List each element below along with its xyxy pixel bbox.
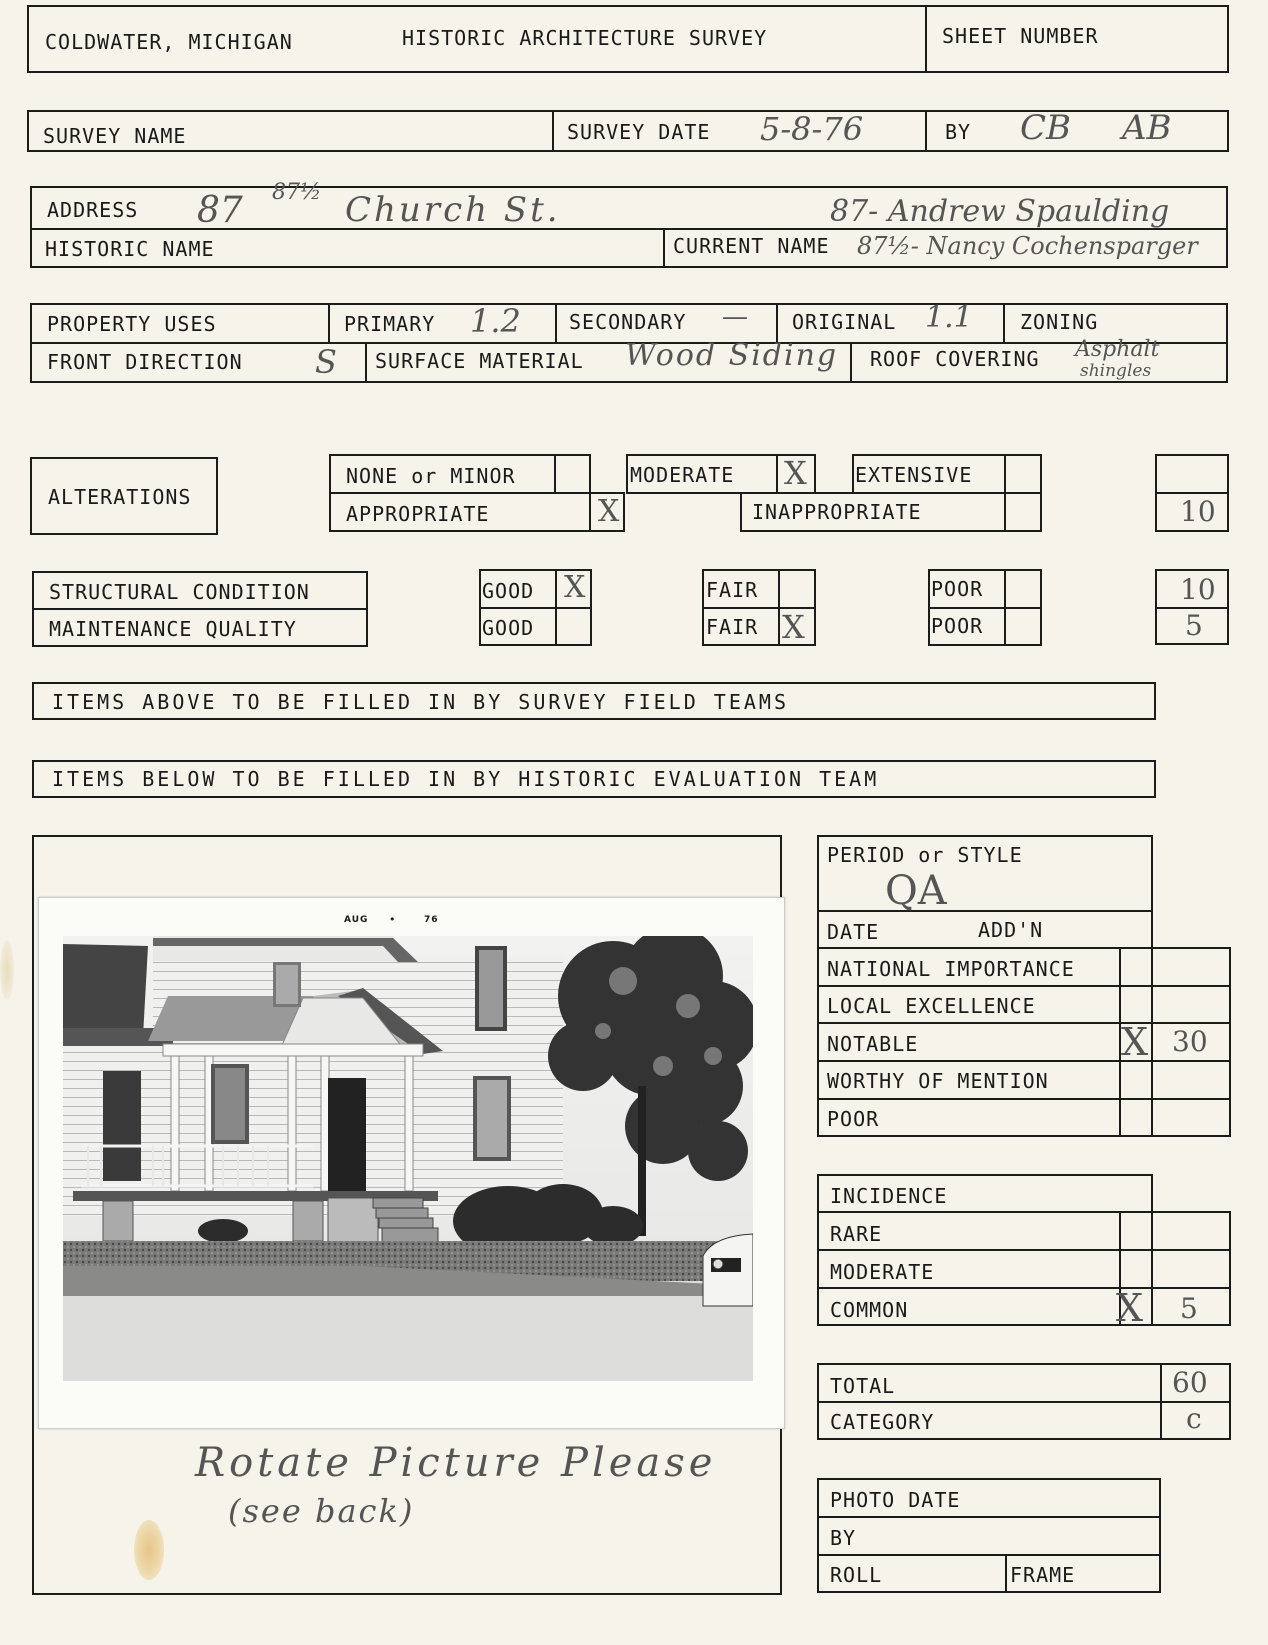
maintenance-quality-label: MAINTENANCE QUALITY (49, 617, 297, 641)
appropriate-check-mark: X (598, 494, 620, 529)
maintenance-fair-label: FAIR (706, 615, 759, 639)
period-style-value: QA (885, 868, 947, 914)
address-divider-v (663, 228, 665, 266)
photo-stamp-dot: • (389, 913, 397, 926)
property-div-3 (776, 303, 778, 343)
roof-covering-value-1: Asphalt (1075, 337, 1160, 362)
condition-label-divider (32, 608, 366, 610)
roof-covering-label: ROOF COVERING (870, 347, 1040, 371)
incidence-common-score: 5 (1180, 1292, 1198, 1325)
city-label: COLDWATER, MICHIGAN (45, 30, 293, 54)
property-div-5 (365, 342, 367, 381)
surface-material-label: SURFACE MATERIAL (375, 349, 584, 373)
good-divider (479, 607, 590, 609)
incidence-common-mark: X (1116, 1286, 1144, 1330)
none-minor-check-divider (554, 454, 556, 492)
totals-divider (817, 1401, 1229, 1403)
survey-divider-2 (925, 110, 927, 150)
inappropriate-check-divider (1004, 492, 1006, 530)
alterations-label: ALTERATIONS (48, 485, 192, 509)
incidence-common-label: COMMON (830, 1298, 909, 1322)
survey-by-value-1: CB (1020, 108, 1071, 148)
photo-date-label: PHOTO DATE (830, 1488, 961, 1512)
eval-divider-6 (817, 1098, 1229, 1100)
photo-info-divider-1 (817, 1516, 1159, 1518)
incidence-divider-1 (817, 1211, 1151, 1213)
front-direction-value: S (315, 343, 337, 381)
structural-poor-label: POOR (931, 577, 984, 601)
eval-divider-1 (817, 910, 1151, 912)
structural-good-mark: X (564, 570, 586, 605)
secondary-label: SECONDARY (569, 310, 687, 334)
survey-by-label: BY (945, 120, 972, 144)
inappropriate-label: INAPPROPRIATE (752, 500, 922, 524)
alterations-score: 10 (1180, 495, 1216, 528)
moderate-check-divider (776, 454, 778, 492)
current-name-1: 87- Andrew Spaulding (830, 194, 1170, 229)
photo-info-divider-2 (817, 1554, 1159, 1556)
alterations-score-divider (1155, 492, 1227, 494)
address-label: ADDRESS (47, 198, 139, 222)
period-style-label: PERIOD or STYLE (827, 843, 1023, 867)
good-check-divider (555, 569, 557, 644)
maintenance-poor-label: POOR (931, 614, 984, 638)
notable-label: NOTABLE (827, 1032, 919, 1056)
incidence-divider-2 (817, 1249, 1229, 1251)
header-divider (925, 5, 927, 71)
photo-by-label: BY (830, 1526, 857, 1550)
incidence-label: INCIDENCE (830, 1184, 948, 1208)
paper-stain (134, 1520, 164, 1580)
photo-stamp-year: 76 (424, 915, 439, 925)
photo-caption-2: (see back) (228, 1492, 415, 1530)
eval-divider-3 (817, 985, 1229, 987)
moderate-check-mark: X (784, 454, 807, 492)
property-div-2 (555, 303, 557, 343)
original-value: 1.1 (925, 300, 973, 335)
appropriate-label: APPROPRIATE (346, 502, 490, 526)
eval-divider-5 (817, 1060, 1229, 1062)
property-uses-label: PROPERTY USES (47, 312, 217, 336)
maintenance-fair-mark: X (782, 608, 805, 646)
roof-covering-value-2: shingles (1080, 361, 1152, 381)
current-name-2: 87½- Nancy Cochensparger (857, 232, 1198, 260)
moderate-label: MODERATE (630, 463, 735, 487)
primary-value: 1.2 (470, 302, 521, 340)
original-label: ORIGINAL (792, 310, 897, 334)
surface-material-value: Wood Siding (625, 338, 839, 373)
zoning-label: ZONING (1020, 310, 1099, 334)
photo-info-divider-v (1005, 1554, 1007, 1591)
photo-stamp-month: AUG (344, 915, 369, 925)
extensive-check-divider (1004, 454, 1006, 492)
historic-name-label: HISTORIC NAME (45, 237, 215, 261)
national-importance-label: NATIONAL IMPORTANCE (827, 957, 1075, 981)
totals-value-divider (1160, 1363, 1162, 1438)
structural-good-label: GOOD (482, 579, 535, 603)
eval-divider-4 (817, 1022, 1229, 1024)
house-photo-image (63, 936, 753, 1381)
address-value-sup: 87½ (272, 180, 322, 205)
survey-divider-1 (552, 110, 554, 150)
address-street: Church St. (345, 190, 561, 230)
notable-mark: X (1121, 1020, 1149, 1064)
primary-label: PRIMARY (344, 312, 436, 336)
structural-score: 10 (1180, 573, 1216, 606)
none-minor-label: NONE or MINOR (346, 464, 516, 488)
house-photograph (38, 897, 785, 1429)
maintenance-good-label: GOOD (482, 616, 535, 640)
structural-condition-label: STRUCTURAL CONDITION (49, 580, 310, 604)
eval-date-label: DATE (827, 920, 880, 944)
total-value: 60 (1172, 1366, 1208, 1399)
secondary-value: — (722, 302, 748, 332)
survey-date-value: 5-8-76 (760, 110, 864, 148)
poor-check-divider (1004, 569, 1006, 644)
current-name-label: CURRENT NAME (673, 234, 830, 258)
category-value: c (1186, 1402, 1202, 1435)
sheet-number-label: SHEET NUMBER (942, 24, 1099, 48)
survey-title: HISTORIC ARCHITECTURE SURVEY (402, 26, 768, 50)
items-above-note: ITEMS ABOVE TO BE FILLED IN BY SURVEY FIELD TEAMS (52, 690, 790, 714)
eval-poor-label: POOR (827, 1107, 880, 1131)
incidence-divider-3 (817, 1287, 1229, 1289)
property-div-4 (1003, 303, 1005, 343)
structural-fair-label: FAIR (706, 578, 759, 602)
worthy-of-mention-label: WORTHY OF MENTION (827, 1069, 1049, 1093)
incidence-rare-label: RARE (830, 1222, 883, 1246)
survey-date-label: SURVEY DATE (567, 120, 711, 144)
items-below-note: ITEMS BELOW TO BE FILLED IN BY HISTORIC EVALUATION TEAM (52, 767, 880, 791)
photo-caption-1: Rotate Picture Please (195, 1440, 717, 1486)
local-excellence-label: LOCAL EXCELLENCE (827, 994, 1036, 1018)
paper-stain-left (0, 940, 14, 1000)
frame-label: FRAME (1010, 1563, 1076, 1587)
fair-check-divider (778, 569, 780, 644)
maintenance-score: 5 (1185, 609, 1203, 642)
notable-score: 30 (1172, 1025, 1208, 1058)
eval-divider-2 (817, 947, 1229, 949)
property-div-1 (328, 303, 330, 343)
front-direction-label: FRONT DIRECTION (47, 350, 243, 374)
roll-label: ROLL (830, 1563, 883, 1587)
category-label: CATEGORY (830, 1410, 935, 1434)
total-label: TOTAL (830, 1374, 896, 1398)
incidence-moderate-label: MODERATE (830, 1260, 935, 1284)
survey-by-value-2: AB (1122, 108, 1172, 148)
extensive-label: EXTENSIVE (855, 463, 973, 487)
eval-addn-label: ADD'N (978, 918, 1044, 942)
address-value: 87 (197, 190, 243, 231)
poor-divider (928, 607, 1040, 609)
survey-name-label: SURVEY NAME (43, 124, 187, 148)
property-div-6 (850, 342, 852, 381)
